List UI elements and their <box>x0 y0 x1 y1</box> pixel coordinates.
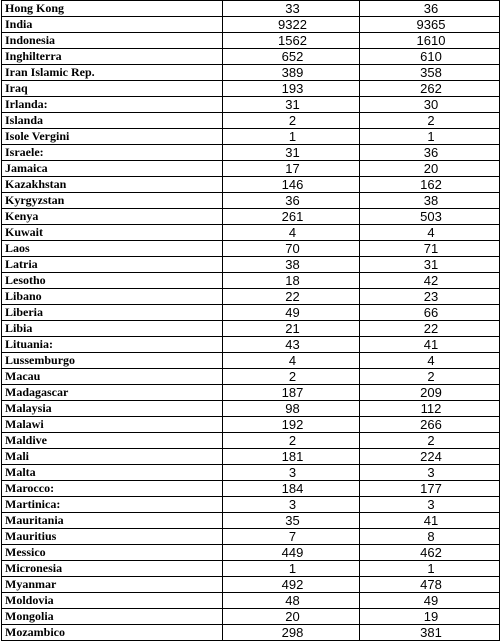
value-cell-1: 1 <box>223 129 360 145</box>
value-cell-2: 266 <box>360 417 500 433</box>
table-row <box>2 257 500 273</box>
table-row <box>2 113 500 129</box>
country-name-cell: Lesotho <box>2 273 223 289</box>
country-name-cell: Micronesia <box>2 561 223 577</box>
country-name-cell: Kenya <box>2 209 223 225</box>
table-row <box>2 225 500 241</box>
value-cell-2: 162 <box>360 177 500 193</box>
value-cell-2: 38 <box>360 193 500 209</box>
value-cell-2: 66 <box>360 305 500 321</box>
value-cell-2: 19 <box>360 609 500 625</box>
table-row <box>2 1 500 17</box>
table-row <box>2 33 500 49</box>
value-cell-2: 381 <box>360 625 500 641</box>
country-name-cell: Inghilterra <box>2 49 223 65</box>
table-row <box>2 369 500 385</box>
value-cell-1: 38 <box>223 257 360 273</box>
value-cell-2: 23 <box>360 289 500 305</box>
value-cell-1: 31 <box>223 97 360 113</box>
table-row <box>2 561 500 577</box>
value-cell-1: 192 <box>223 417 360 433</box>
country-name-cell: Macau <box>2 369 223 385</box>
value-cell-1: 193 <box>223 81 360 97</box>
table-row <box>2 481 500 497</box>
table-row <box>2 145 500 161</box>
value-cell-2: 42 <box>360 273 500 289</box>
value-cell-1: 298 <box>223 625 360 641</box>
value-cell-1: 3 <box>223 497 360 513</box>
table-row <box>2 241 500 257</box>
value-cell-2: 177 <box>360 481 500 497</box>
table-row <box>2 49 500 65</box>
table-row <box>2 305 500 321</box>
value-cell-2: 1610 <box>360 33 500 49</box>
table-row <box>2 545 500 561</box>
table-row <box>2 577 500 593</box>
table-row <box>2 417 500 433</box>
country-name-cell: Messico <box>2 545 223 561</box>
value-cell-2: 30 <box>360 97 500 113</box>
value-cell-1: 22 <box>223 289 360 305</box>
table-row <box>2 433 500 449</box>
value-cell-2: 36 <box>360 1 500 17</box>
country-name-cell: Lituania: <box>2 337 223 353</box>
value-cell-2: 610 <box>360 49 500 65</box>
value-cell-1: 2 <box>223 113 360 129</box>
value-cell-2: 41 <box>360 513 500 529</box>
table-row <box>2 177 500 193</box>
value-cell-1: 18 <box>223 273 360 289</box>
country-name-cell: Isole Vergini <box>2 129 223 145</box>
table-row <box>2 337 500 353</box>
country-name-cell: Israele: <box>2 145 223 161</box>
country-data-table <box>1 0 500 641</box>
value-cell-1: 2 <box>223 433 360 449</box>
value-cell-2: 209 <box>360 385 500 401</box>
value-cell-1: 187 <box>223 385 360 401</box>
value-cell-2: 478 <box>360 577 500 593</box>
value-cell-2: 358 <box>360 65 500 81</box>
table-row <box>2 353 500 369</box>
table-row <box>2 65 500 81</box>
value-cell-2: 36 <box>360 145 500 161</box>
value-cell-2: 49 <box>360 593 500 609</box>
table-row <box>2 609 500 625</box>
value-cell-1: 9322 <box>223 17 360 33</box>
table-body <box>2 1 500 641</box>
value-cell-1: 3 <box>223 465 360 481</box>
value-cell-2: 2 <box>360 113 500 129</box>
value-cell-1: 20 <box>223 609 360 625</box>
value-cell-1: 31 <box>223 145 360 161</box>
country-name-cell: Iraq <box>2 81 223 97</box>
value-cell-2: 1 <box>360 129 500 145</box>
country-name-cell: Mauritania <box>2 513 223 529</box>
country-name-cell: Kuwait <box>2 225 223 241</box>
country-name-cell: Iran Islamic Rep. <box>2 65 223 81</box>
value-cell-2: 71 <box>360 241 500 257</box>
country-name-cell: Martinica: <box>2 497 223 513</box>
table-row <box>2 17 500 33</box>
value-cell-1: 70 <box>223 241 360 257</box>
country-name-cell: Jamaica <box>2 161 223 177</box>
country-name-cell: Laos <box>2 241 223 257</box>
value-cell-1: 1 <box>223 561 360 577</box>
country-name-cell: Myanmar <box>2 577 223 593</box>
country-name-cell: Moldovia <box>2 593 223 609</box>
table-row <box>2 401 500 417</box>
value-cell-1: 43 <box>223 337 360 353</box>
value-cell-2: 112 <box>360 401 500 417</box>
country-name-cell: Maldive <box>2 433 223 449</box>
table-row <box>2 513 500 529</box>
value-cell-2: 2 <box>360 433 500 449</box>
table-row <box>2 529 500 545</box>
value-cell-1: 4 <box>223 353 360 369</box>
country-name-cell: Lussemburgo <box>2 353 223 369</box>
country-name-cell: Liberia <box>2 305 223 321</box>
country-name-cell: Madagascar <box>2 385 223 401</box>
value-cell-1: 7 <box>223 529 360 545</box>
table-row <box>2 321 500 337</box>
country-name-cell: Hong Kong <box>2 1 223 17</box>
table-row <box>2 209 500 225</box>
value-cell-1: 17 <box>223 161 360 177</box>
value-cell-2: 8 <box>360 529 500 545</box>
value-cell-2: 503 <box>360 209 500 225</box>
table-row <box>2 497 500 513</box>
country-name-cell: India <box>2 17 223 33</box>
value-cell-2: 22 <box>360 321 500 337</box>
country-name-cell: Malta <box>2 465 223 481</box>
value-cell-2: 3 <box>360 465 500 481</box>
value-cell-2: 4 <box>360 225 500 241</box>
value-cell-1: 261 <box>223 209 360 225</box>
value-cell-2: 31 <box>360 257 500 273</box>
value-cell-1: 36 <box>223 193 360 209</box>
value-cell-2: 41 <box>360 337 500 353</box>
value-cell-2: 9365 <box>360 17 500 33</box>
country-name-cell: Malaysia <box>2 401 223 417</box>
value-cell-1: 98 <box>223 401 360 417</box>
table-row <box>2 625 500 641</box>
value-cell-2: 2 <box>360 369 500 385</box>
country-name-cell: Kazakhstan <box>2 177 223 193</box>
value-cell-1: 49 <box>223 305 360 321</box>
value-cell-1: 652 <box>223 49 360 65</box>
country-name-cell: Kyrgyzstan <box>2 193 223 209</box>
table-row <box>2 129 500 145</box>
table-row <box>2 465 500 481</box>
country-name-cell: Latria <box>2 257 223 273</box>
country-name-cell: Islanda <box>2 113 223 129</box>
value-cell-1: 389 <box>223 65 360 81</box>
table-row <box>2 81 500 97</box>
country-name-cell: Indonesia <box>2 33 223 49</box>
value-cell-1: 21 <box>223 321 360 337</box>
value-cell-1: 35 <box>223 513 360 529</box>
value-cell-1: 449 <box>223 545 360 561</box>
value-cell-2: 462 <box>360 545 500 561</box>
value-cell-1: 492 <box>223 577 360 593</box>
value-cell-1: 184 <box>223 481 360 497</box>
table-row <box>2 289 500 305</box>
value-cell-2: 1 <box>360 561 500 577</box>
country-name-cell: Mali <box>2 449 223 465</box>
country-name-cell: Irlanda: <box>2 97 223 113</box>
value-cell-1: 33 <box>223 1 360 17</box>
value-cell-1: 48 <box>223 593 360 609</box>
table-row <box>2 273 500 289</box>
table-row <box>2 193 500 209</box>
country-name-cell: Libia <box>2 321 223 337</box>
value-cell-2: 20 <box>360 161 500 177</box>
table-row <box>2 161 500 177</box>
value-cell-1: 2 <box>223 369 360 385</box>
table-row <box>2 97 500 113</box>
table-row <box>2 593 500 609</box>
value-cell-1: 181 <box>223 449 360 465</box>
value-cell-1: 4 <box>223 225 360 241</box>
country-name-cell: Marocco: <box>2 481 223 497</box>
table-row <box>2 385 500 401</box>
table-row <box>2 449 500 465</box>
value-cell-2: 4 <box>360 353 500 369</box>
value-cell-2: 224 <box>360 449 500 465</box>
country-name-cell: Mozambico <box>2 625 223 641</box>
value-cell-2: 3 <box>360 497 500 513</box>
country-name-cell: Mongolia <box>2 609 223 625</box>
value-cell-1: 146 <box>223 177 360 193</box>
country-name-cell: Mauritius <box>2 529 223 545</box>
value-cell-2: 262 <box>360 81 500 97</box>
country-name-cell: Malawi <box>2 417 223 433</box>
country-name-cell: Libano <box>2 289 223 305</box>
value-cell-1: 1562 <box>223 33 360 49</box>
